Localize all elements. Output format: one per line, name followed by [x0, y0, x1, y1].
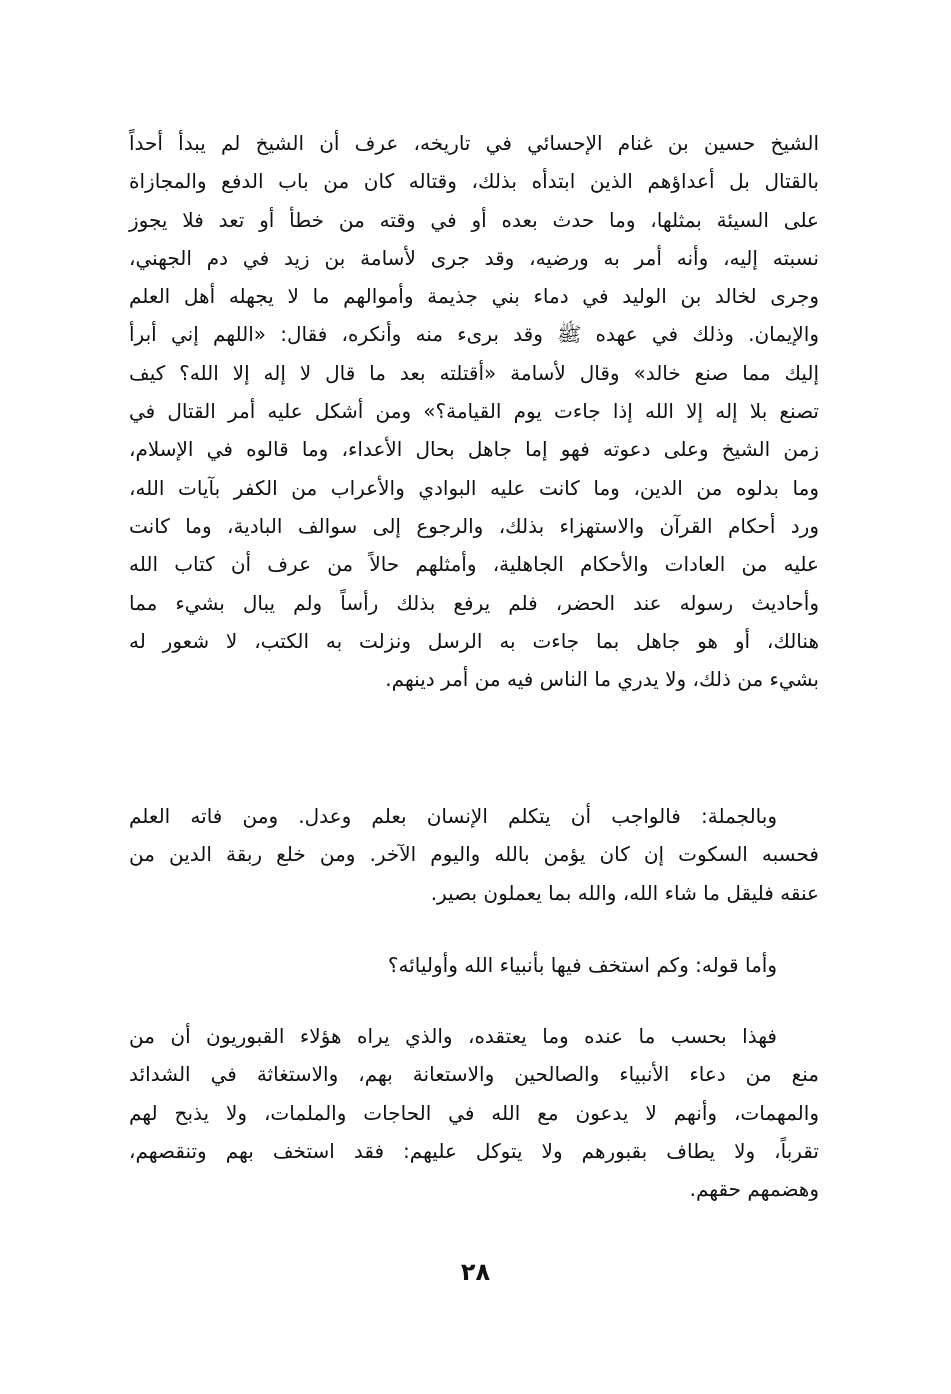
- paragraph-line: زمن الشيخ وعلى دعوته فهو إما جاهل بحال الأعداء، وما قالوه في الإسلام،: [129, 437, 819, 462]
- paragraph-line: بشيء من ذلك، ولا يدري ما الناس فيه من أمر دينهم.: [385, 667, 819, 692]
- paragraph-line: منع من دعاء الأنبياء والصالحين والاستعانة بهم، والاستغاثة في الشدائد: [129, 1062, 819, 1087]
- paragraph-4: [129, 1017, 819, 1208]
- paragraph-line: تصنع بلا إله إلا الله إذا جاءت يوم القيامة؟» ومن أشكل عليه أمر القتال في: [129, 399, 819, 424]
- paragraph-line: عليه من العادات والأحكام الجاهلية، وأمثلهم حالاً من عرف أن كتاب الله: [129, 552, 819, 577]
- page-number: ٢٨: [460, 1258, 491, 1286]
- paragraph-3: [129, 946, 819, 984]
- paragraph-line: وما بدلوه من الدين، وما كانت عليه البوادي والأعراب من الكفر بآيات الله،: [129, 475, 819, 500]
- paragraph-line: تقرباً، ولا يطاف بقبورهم ولا يتوكل عليهم: فقد استخف بهم وتنقصهم،: [129, 1138, 819, 1163]
- paragraph-line: إليك مما صنع خالد» وقال لأسامة «أقتلته بعد ما قال لا إله إلا الله؟ كيف: [129, 360, 819, 385]
- paragraph-line: هنالك، أو هو جاهل بما جاءت به الرسل ونزلت به الكتب، لا شعور له: [129, 628, 819, 653]
- paragraph-line: وجرى لخالد بن الوليد في دماء بني جذيمة وأموالهم ما لا يجهله أهل العلم: [129, 284, 819, 309]
- paragraph-line: فهذا بحسب ما عنده وما يعتقده، والذي يراه هؤلاء القبوريون أن من: [129, 1024, 777, 1048]
- paragraph-1: [129, 124, 819, 698]
- paragraph-line: وهضمهم حقهم.: [689, 1177, 819, 1202]
- paragraph-line: والإيمان. وذلك في عهده ﷺ وقد برىء منه وأنكره، فقال: «اللهم إني أبرأ: [129, 322, 819, 347]
- paragraph-line: فحسبه السكوت إن كان يؤمن بالله واليوم الآخر. ومن خلع ربقة الدين من: [129, 842, 819, 867]
- paragraph-2: [129, 797, 819, 912]
- paragraph-line: والمهمات، وأنهم لا يدعون مع الله في الحاجات والملمات، ولا يذبح لهم: [129, 1100, 819, 1125]
- paragraph-line: الشيخ حسين بن غنام الإحسائي في تاريخه، عرف أن الشيخ لم يبدأ أحداً: [129, 131, 819, 155]
- paragraph-line: وبالجملة: فالواجب أن يتكلم الإنسان بعلم وعدل. ومن فاته العلم: [129, 804, 777, 828]
- paragraph-line: ورد أحكام القرآن والاستهزاء بذلك، والرجوع إلى سوالف البادية، وما كانت: [129, 513, 819, 538]
- paragraph-line: بالقتال بل أعداؤهم الذين ابتدأه بذلك، وقتاله كان من باب الدفع والمجازاة: [129, 169, 819, 194]
- paragraph-line: نسبته إليه، وأنه أمر به ورضيه، وقد جرى لأسامة بن زيد في دم الجهني،: [129, 245, 819, 270]
- paragraph-line: وأما قوله: وكم استخف فيها بأنبياء الله وأوليائه؟: [387, 953, 777, 977]
- paragraph-line: وأحاديث رسوله عند الحضر، فلم يرفع بذلك رأساً ولم يبال بشيء مما: [129, 590, 819, 615]
- paragraph-line: عنقه فليقل ما شاء الله، والله بما يعملون بصير.: [430, 880, 819, 905]
- paragraph-line: على السيئة بمثلها، وما حدث بعده أو في وقته من خطأ أو تعد فلا يجوز: [129, 207, 819, 232]
